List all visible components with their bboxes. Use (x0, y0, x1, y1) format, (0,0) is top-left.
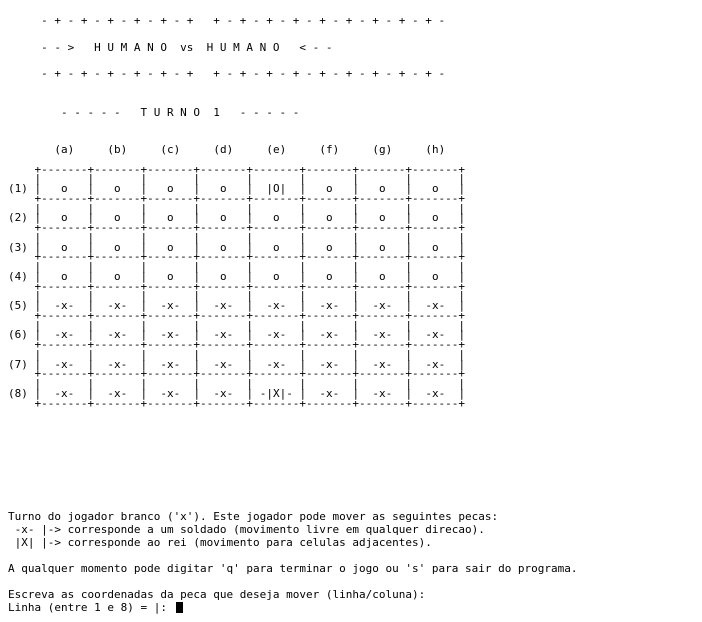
board-cell: o (273, 211, 280, 225)
board-cell: o (220, 182, 227, 195)
board-cell: -x- (160, 357, 181, 371)
quit-info-text: A qualquer momento pode digitar 'q' para terminar o jogo ou 's' para sair do programa. (8, 562, 578, 575)
header-border-bottom: - + - + - + - + - + - + + - + - + - + - + - + - + - + - + - (8, 67, 446, 80)
row-label: (6) (8, 328, 28, 342)
board-cell: -x- (54, 386, 75, 400)
board-cell: o (61, 182, 68, 195)
board-cell: o (273, 240, 280, 254)
board-cell: -x- (160, 328, 181, 342)
board-cell: o (220, 240, 227, 254)
board-cell: -x- (319, 299, 340, 312)
line-prompt-text: Linha (entre 1 e 8) = |: (8, 601, 174, 614)
column-label: (a) (54, 143, 75, 156)
column-label: (d) (213, 143, 234, 156)
turn-banner: - - - - - T U R N O 1 - - - - - (8, 106, 300, 119)
game-title: - - > H U M A N O vs H U M A N O < - - (8, 41, 333, 54)
board-separator: +-------+-------+-------+-------+-------+-------+-------+-------+ (8, 396, 465, 410)
board-cell: -x- (107, 386, 128, 400)
board-cell: -x- (160, 386, 181, 400)
row-label: (8) (8, 386, 28, 400)
board-cell: -x- (54, 357, 75, 371)
board-separator: +-------+-------+-------+-------+-------+-------+-------+-------+ (34, 308, 465, 322)
board-cell: o (167, 269, 174, 283)
king-info-text: |X| |-> corresponde ao rei (movimento para celulas adjacentes). (8, 536, 432, 549)
board-separator: +-------+-------+-------+-------+-------+-------+-------+-------+ (34, 250, 465, 264)
board-cell: -x- (213, 357, 234, 371)
board-cell: |O| (266, 182, 287, 195)
board-separator: +-------+-------+-------+-------+-------+-------+-------+-------+ (34, 338, 465, 351)
board-cell: -x- (425, 357, 446, 371)
board-separator: +-------+-------+-------+-------+-------+-------+-------+-------+ (34, 191, 465, 205)
board-cell: o (432, 269, 439, 283)
column-label: (g) (372, 143, 393, 156)
board-cell: o (114, 182, 121, 195)
board-cell: o (61, 211, 68, 225)
board-cell: -x- (107, 328, 128, 342)
coords-prompt-text: Escreva as coordenadas da peca que deseja mover (linha/coluna): (8, 588, 426, 601)
board-cell: o (220, 211, 227, 225)
row-label: (1) (8, 182, 28, 195)
board-cell: o (167, 240, 174, 254)
board-cell: -x- (372, 328, 393, 342)
board-cell: o (379, 211, 386, 225)
board-cell: -x- (213, 299, 234, 312)
row-label: (3) (8, 240, 28, 254)
board-separator: +-------+-------+-------+-------+-------+-------+-------+-------+ (34, 162, 465, 176)
board-cell: o (326, 240, 333, 254)
board-cell: -x- (372, 386, 393, 400)
header-border-top: - + - + - + - + - + - + + - + - + - + - + - + - + - + - + - (8, 14, 446, 27)
board-cell: o (167, 211, 174, 225)
column-label: (e) (266, 143, 287, 156)
board-cell: -x- (266, 357, 287, 371)
board-cell: -x- (319, 386, 340, 400)
board-cell: -|X|- (259, 386, 293, 400)
row-label: (5) (8, 299, 28, 312)
board-cell: -x- (107, 299, 128, 312)
board-separator: +-------+-------+-------+-------+-------+-------+-------+-------+ (34, 221, 465, 234)
turn-info-text: Turno do jogador branco ('x'). Este jogador pode mover as seguintes pecas: (8, 510, 499, 523)
board-cell: o (167, 182, 174, 195)
board-cell: -x- (160, 299, 181, 312)
board-cell: -x- (372, 299, 393, 312)
row-label: (2) (8, 211, 28, 225)
board-cell: o (326, 182, 333, 195)
input-line[interactable] (8, 601, 183, 614)
board-cell: -x- (54, 299, 75, 312)
board-cell: o (273, 269, 280, 283)
board-cell: o (326, 269, 333, 283)
row-label: (4) (8, 269, 28, 283)
column-label: (c) (160, 143, 181, 156)
board-cell: o (432, 240, 439, 254)
board-cell: -x- (425, 299, 446, 312)
game-board: (a) (b) (c) (d) (e) (f) (g) (h) +-------+-------+-------+-------+-------+-------+-------+-------+ | | | | | | | | | (1) | o | o | o | o | |O| | o | o | o | +-------+-------+-------+-------+-------+-------+-------+-------+ | | | | | | | | | (2) | o | o | o | o | o | o | o | o | +-------+-------+-------+-------+-------+-------+-------+-------+ | | | | | | | | | (3) | o | o | o | o | o | o | o | o | +-------+-------+-------+-------+-------+-------+-------+-------+ | | | | | | | | | (4) | o | o | o | o | o | o | o | o | +-------+-------+-------+-------+-------+-------+-------+-------+ | | | | | | | | | (5) | -x- | -x- | -x- | -x- | -x- | -x- | -x- | -x- | +-------+-------+-------+-------+-------+-------+-------+-------+ | | | | | | | | | (6) | -x- | -x- | -x- | -x- | -x- | -x- | -x- | -x- | +-------+-------+-------+-------+-------+-------+-------+-------+ | | | | | | | | | (7) | -x- | -x- | -x- | -x- | -x- | -x- | -x- | -x- | +-------+-------+-------+-------+-------+-------+-------+-------+ | | | | | | | | | (8) | -x- | -x- | -x- | -x- | -|X|- | -x- | -x- | -x- | +-------+-------+-------+-------+-------+-------+-------+-------+ (8, 143, 466, 410)
board-cell: o (326, 211, 333, 225)
board-cell: o (432, 211, 439, 225)
board-cell: o (114, 240, 121, 254)
board-cell: -x- (213, 328, 234, 342)
board-separator: +-------+-------+-------+-------+-------+-------+-------+-------+ (34, 367, 465, 381)
board-cell: -x- (425, 328, 446, 342)
column-label: (f) (319, 143, 340, 156)
board-cell: o (61, 240, 68, 254)
row-label: (7) (8, 357, 28, 371)
board-cell: o (220, 269, 227, 283)
board-cell: o (114, 269, 121, 283)
board-cell: -x- (54, 328, 75, 342)
board-cell: -x- (266, 299, 287, 312)
board-cell: -x- (213, 386, 234, 400)
board-cell: -x- (319, 328, 340, 342)
soldier-info-text: -x- |-> corresponde a um soldado (movimento livre em qualquer direcao). (8, 523, 485, 536)
text-cursor[interactable] (176, 602, 183, 613)
board-cell: o (432, 182, 439, 195)
column-label: (h) (425, 143, 446, 156)
board-cell: o (114, 211, 121, 225)
board-cell: -x- (266, 328, 287, 342)
board-cell: o (61, 269, 68, 283)
board-cell: -x- (319, 357, 340, 371)
board-cell: o (379, 182, 386, 195)
board-cell: -x- (425, 386, 446, 400)
board-cell: o (379, 269, 386, 283)
board-cell: -x- (372, 357, 393, 371)
board-separator: +-------+-------+-------+-------+-------+-------+-------+-------+ (34, 279, 465, 293)
board-cell: o (379, 240, 386, 254)
column-label: (b) (107, 143, 128, 156)
board-cell: -x- (107, 357, 128, 371)
